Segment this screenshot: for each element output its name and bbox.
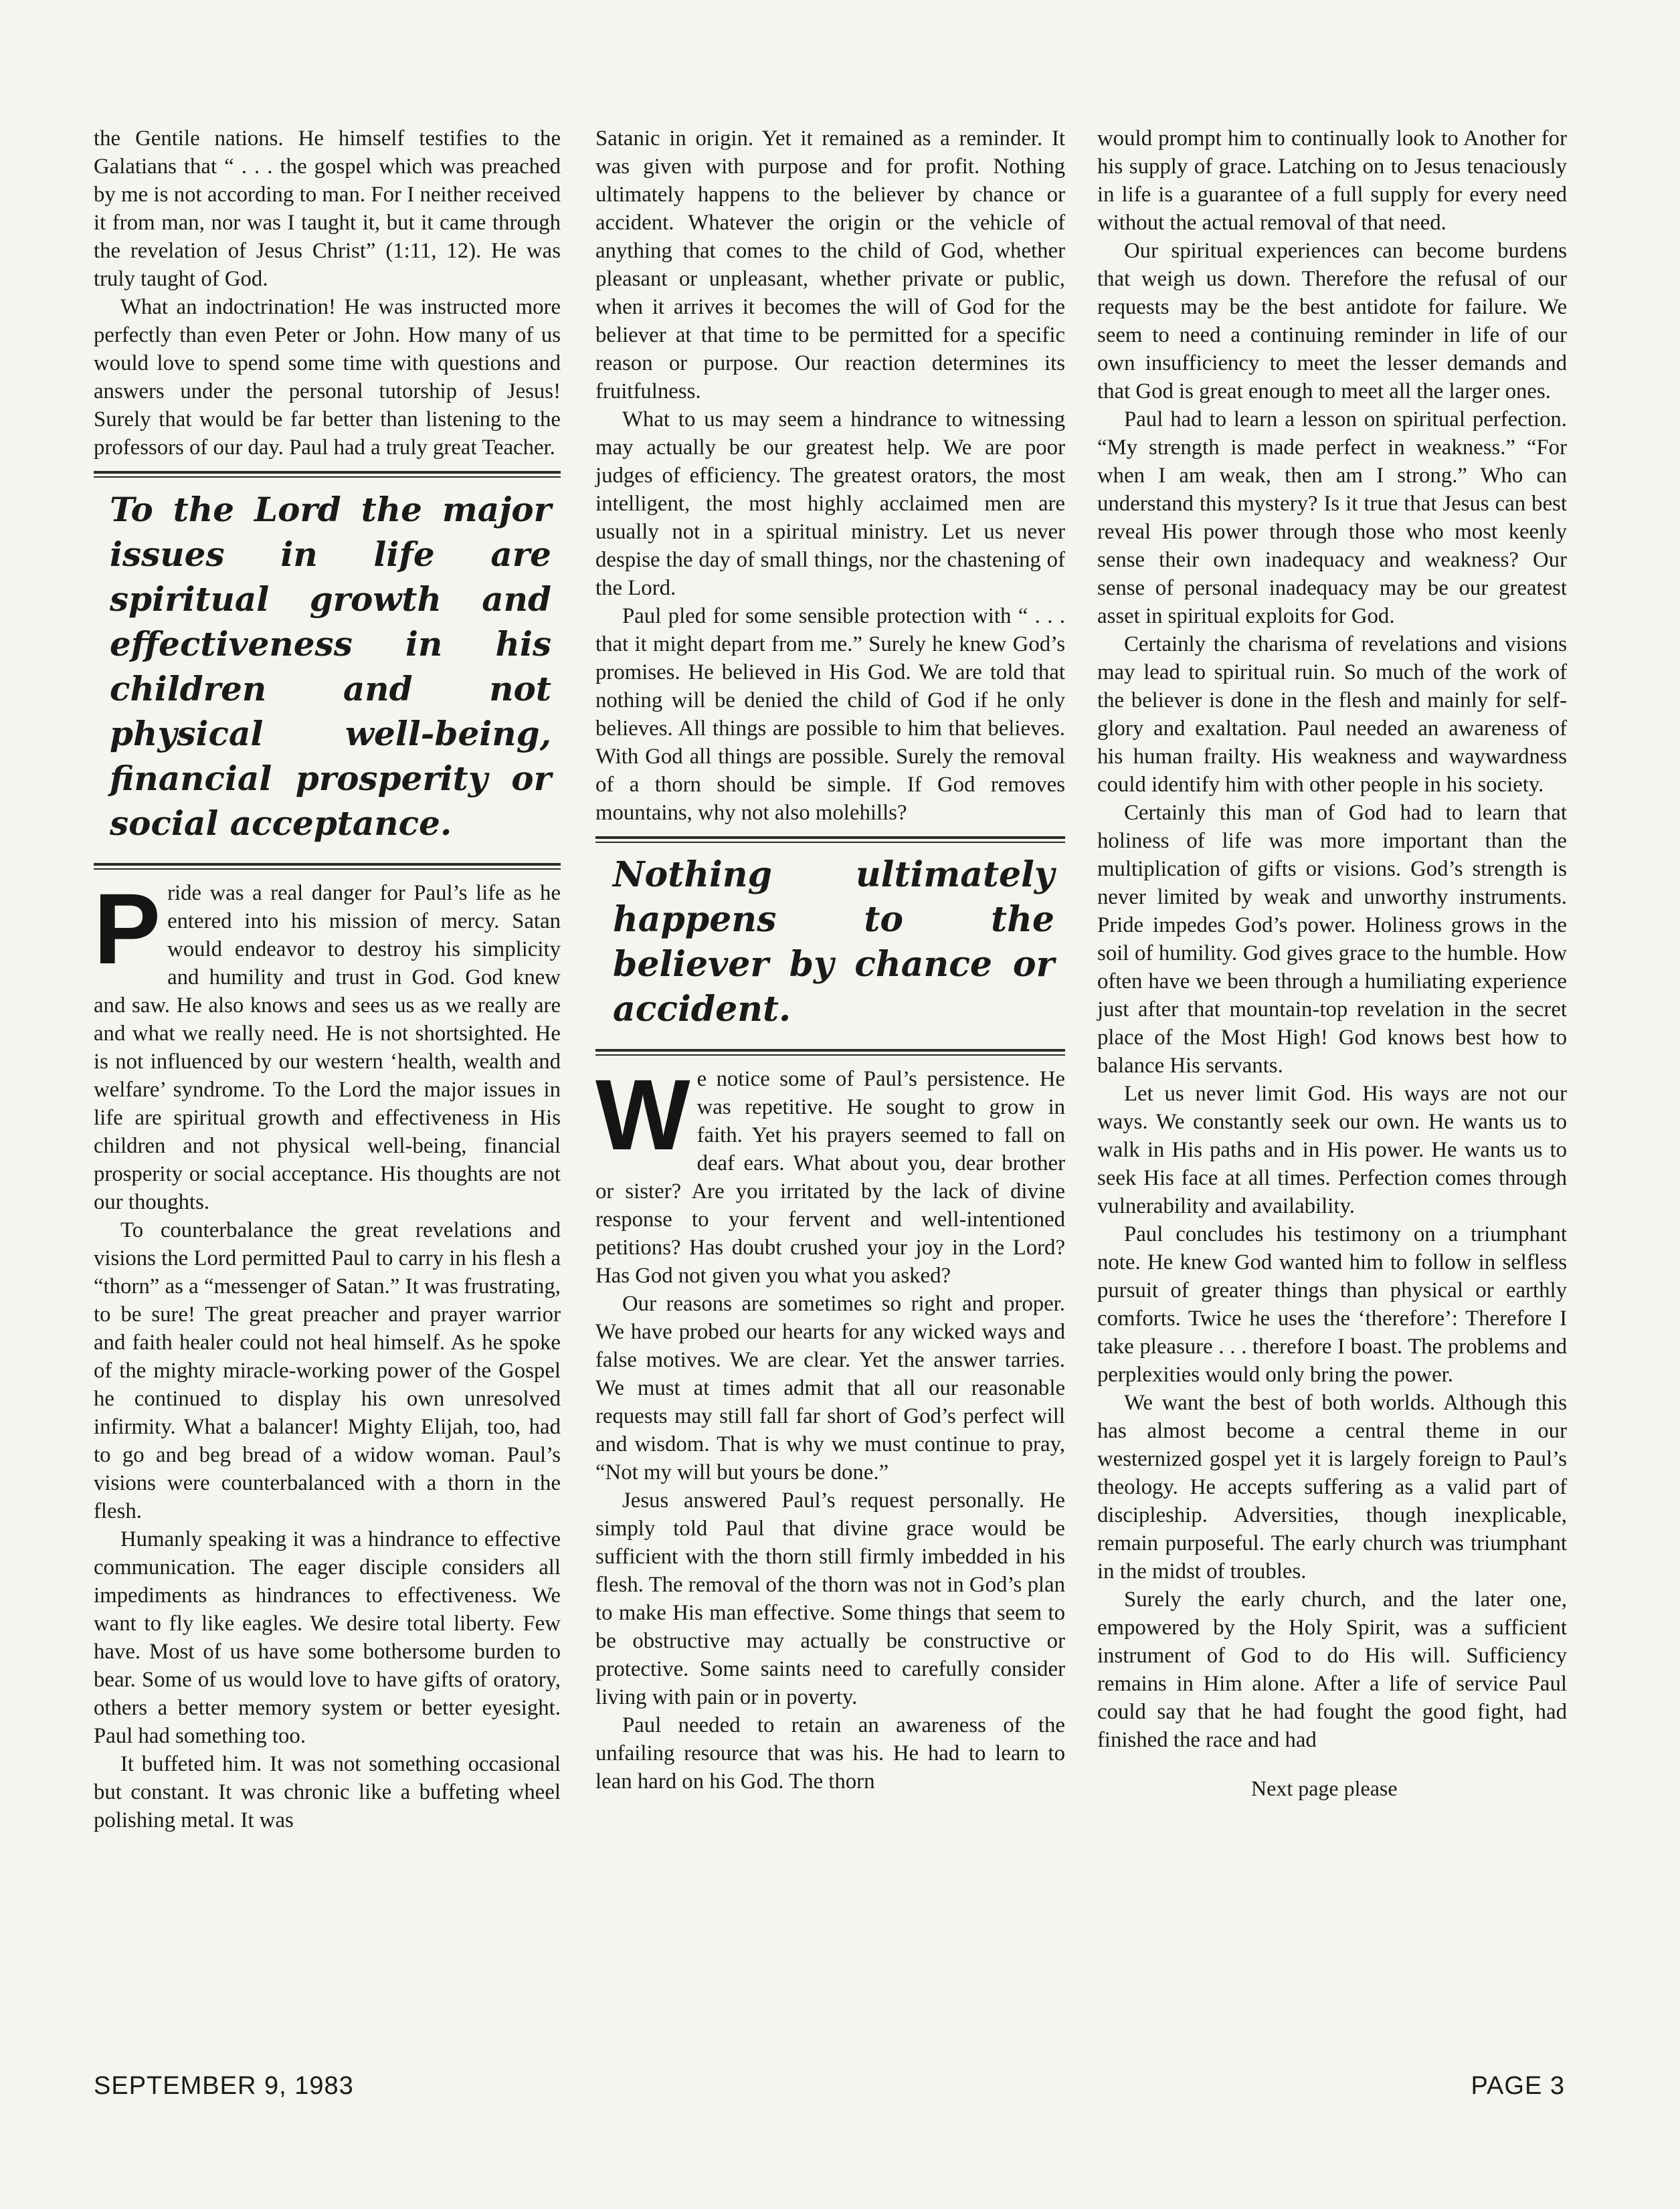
paragraph: Paul needed to retain an awareness of the unfailing resource that was his. He had to learn to lean hard on his God. The thorn — [595, 1713, 1065, 1794]
drop-cap-letter: W — [595, 1058, 690, 1171]
column-1 — [94, 124, 561, 1834]
double-rule-divider — [595, 1049, 1065, 1056]
paragraph: Paul had to learn a lesson on spiritual perfection. “My strength is made perfect in weakness.” “For when I am weak, then am I strong.” Who can understand this mystery? Is it true that Jesus can best reveal His power through those who most keenly sense their own inadequacy and weakness? Our sense of personal inadequacy may be our greatest asset in spiritual exploits for God. — [1097, 407, 1567, 628]
continued-note: Next page please — [1251, 1776, 1398, 1800]
paragraph: Let us never limit God. His ways are not our ways. We constantly seek our own. He wants us to walk in His paths and in His power. He wants us to seek His face at all times. Perfection comes through vulnerability and availability. — [1097, 1082, 1567, 1218]
pull-quote: To the Lord the major issues in life are spiritual growth and effectiveness in his children and not physical well-being, financial prosperity or social acceptance. — [110, 490, 551, 843]
double-rule-divider — [94, 863, 561, 870]
column-3 — [1097, 124, 1567, 1802]
paragraph: Humanly speaking it was a hindrance to effective communication. The eager disciple considers all impediments as hindrances to effectiveness. We want to fly like eagles. We desire total liberty. Few have. Most of us have some bothersome burden to bear. Some of us would love to have gifts of oratory, others a better memory system or better eyesight. Paul had something too. — [94, 1527, 561, 1748]
paragraph: It buffeted him. It was not something occasional but constant. It was chronic like a buffeting wheel polishing metal. It was — [94, 1752, 561, 1832]
paragraph: Certainly the charisma of revelations and visions may lead to spiritual ruin. So much of the work of the believer is done in the flesh and mainly for self-glory and exaltation. Paul needed an awareness of his human frailty. His weakness and waywardness could identify him with other people in his society. — [1097, 632, 1567, 797]
paragraph: the Gentile nations. He himself testifies to the Galatians that “ . . . the gospel which was preached by me is not according to man. For I neither received it from man, nor was I taught it, but it came through the revelation of Jesus Christ” (1:11, 12). He was truly taught of God. — [94, 126, 561, 291]
paragraph: What to us may seem a hindrance to witnessing may actually be our greatest help. We are poor judges of efficiency. The greatest orators, the most intelligent, the most highly acclaimed men are usually not in a spiritual ministry. Let us never despise the day of small things, nor the chastening of the Lord. — [595, 407, 1065, 600]
paragraph: To counterbalance the great revelations and visions the Lord permitted Paul to carry in his flesh a “thorn” as a “messenger of Satan.” It was frustrating, to be sure! The great preacher and prayer warrior and faith healer could not heal himself. As he spoke of the mighty miracle-working power of the Gospel he continued to display his own unresolved infirmity. What a balancer! Mighty Elijah, too, had to go and beg bread of a widow woman. Paul’s visions were counterbalanced with a thorn in the flesh. — [94, 1218, 561, 1523]
paragraph-with-drop-cap — [595, 1058, 1065, 1290]
pull-quote: Nothing ultimately happens to the believer by chance or accident. — [613, 854, 1054, 1030]
footer-date: SEPTEMBER 9, 1983 — [94, 2072, 354, 2100]
double-rule-divider — [94, 471, 561, 478]
paragraph: Satanic in origin. Yet it remained as a reminder. It was given with purpose and for profit. Nothing ultimately happens to the believer by chance or accident. Whatever the origin or the vehicle of anything that comes to the child of God, whether pleasant or unpleasant, whether private or public, when it arrives it becomes the will of God for the believer at that time to be permitted for a specific reason or purpose. Our reaction determines its fruitfulness. — [595, 126, 1065, 403]
paragraph: Our spiritual experiences can become burdens that weigh us down. Therefore the refusal of our requests may be the best antidote for failure. We seem to need a continuing reminder in life of our own insufficiency to meet the lesser demands and that God is great enough to meet all the larger ones. — [1097, 239, 1567, 403]
paragraph-text: ride was a real danger for Paul’s life as he entered into his mission of mercy. Satan would endeavor to destroy his simplicity and humility and trust in God. God knew and saw. He also knows and sees us as we really are and what we really need. He is not shortsighted. He is not influenced by our western ‘health, wealth and welfare’ syndrome. To the Lord the major issues in life are spiritual growth and effectiveness in His children and not physical well-being, financial prosperity or social acceptance. His thoughts are not our thoughts. — [94, 881, 561, 1214]
drop-cap-letter: P — [94, 872, 161, 985]
paragraph: Our reasons are sometimes so right and proper. We have probed our hearts for any wicked ways and false motives. We are clear. Yet the answer tarries. We must at times admit that all our reasonable requests may still fall far short of God’s perfect will and wisdom. That is why we must continue to pray, “Not my will but yours be done.” — [595, 1292, 1065, 1484]
double-rule-divider — [595, 836, 1065, 843]
paragraph-with-drop-cap — [94, 872, 561, 1216]
paragraph: Paul concludes his testimony on a triumphant note. He knew God wanted him to follow in selfless pursuit of greater things than physical or earthly comforts. Twice he uses the ‘therefore’: Therefore I take pleasure . . . therefore I boast. The problems and perplexities would only bring the power. — [1097, 1222, 1567, 1387]
paragraph: Surely the early church, and the later one, empowered by the Holy Spirit, was a sufficient instrument of God to do His will. Sufficiency remains in Him alone. After a life of service Paul could say that he had fought the good fight, had finished the race and had — [1097, 1588, 1567, 1752]
paragraph: Certainly this man of God had to learn that holiness of life was more important than the multiplication of gifts or visions. God’s strength is never limited by weak and unworthy instruments. Pride impedes God’s power. Holiness grows in the soil of humility. God gives grace to the humble. How often have we been through a humiliating experience just after that mountain-top revelation in the secret place of the Most High! God knows best how to balance His servants. — [1097, 801, 1567, 1078]
paragraph: Paul pled for some sensible protection with “ . . . that it might depart from me.” Surely he knew God’s promises. He believed in His God. We are told that nothing will be denied the child of God if he only believes. All things are possible to him that believes. With God all things are possible. Surely the removal of a thorn should be simple. If God removes mountains, why not also molehills? — [595, 604, 1065, 825]
column-2 — [595, 124, 1065, 1796]
paragraph: We want the best of both worlds. Although this has almost become a central theme in our westernized gospel yet it is largely foreign to Paul’s theology. He accepts suffering as a valid part of discipleship. Adversities, though inexplicable, remain purposeful. The early church was triumphant in the midst of troubles. — [1097, 1391, 1567, 1583]
paragraph-text: e notice some of Paul’s persistence. He was repetitive. He sought to grow in faith. Yet his prayers seemed to fall on deaf ears. What about you, dear brother or sister? Are you irritated by the lack of divine response to your fervent and well-intentioned petitions? Has doubt crushed your joy in the Lord? Has God not given you what you asked? — [595, 1067, 1065, 1288]
footer-page-number: PAGE 3 — [1471, 2072, 1565, 2100]
paragraph: What an indoctrination! He was instructed more perfectly than even Peter or John. How many of us would love to spend some time with questions and answers under the personal tutorship of Jesus! Surely that would be far better than listening to the professors of our day. Paul had a truly great Teacher. — [94, 295, 561, 460]
paragraph: would prompt him to continually look to Another for his supply of grace. Latching on to Jesus tenaciously in life is a guarantee of a full supply for every need without the actual removal of that need. — [1097, 126, 1567, 235]
paragraph: Jesus answered Paul’s request personally. He simply told Paul that divine grace would be sufficient with the thorn still firmly imbedded in his flesh. The removal of the thorn was not in God’s plan to make His man effective. Some things that seem to be obstructive may actually be constructive or protective. Some saints need to carefully consider living with pain or in poverty. — [595, 1488, 1065, 1709]
